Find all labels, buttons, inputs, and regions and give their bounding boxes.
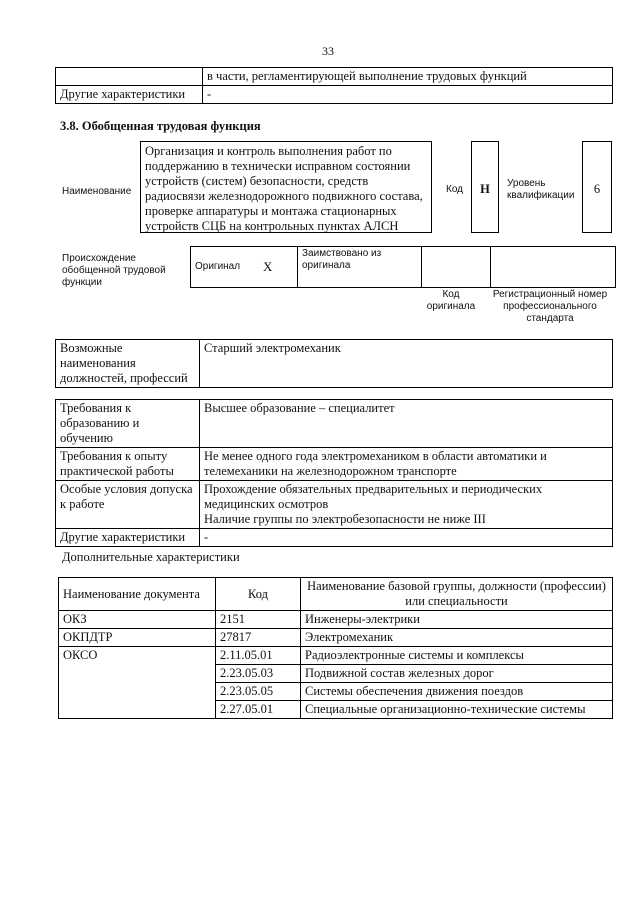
- section-title: 3.8. Обобщенная трудовая функция: [60, 119, 261, 133]
- code-caption: Код оригинала: [426, 289, 476, 312]
- row-name: Инженеры-электрики: [301, 611, 613, 629]
- row-name: Подвижной состав железных дорог: [301, 665, 613, 683]
- code-label: Код: [446, 184, 464, 195]
- name-label: Наименование: [62, 186, 132, 197]
- row-code: 2151: [216, 611, 301, 629]
- extra-header-row: [59, 578, 613, 611]
- reg-number-cell: [491, 247, 616, 288]
- page-number: 33: [322, 44, 334, 58]
- extra-table: [58, 577, 613, 719]
- function-name: Организация и контроль выполнения работ по поддержанию в технически исправном состоянии устройств (систем) безопасности, средств радиосвязи железнодорожного подвижного состава, проверке аппаратуры и монтажа стационарных устройств СЦБ на контрольных пунктах АЛСН: [140, 141, 432, 233]
- header-doc: Наименование документа: [59, 578, 216, 611]
- requirement-row: [56, 400, 613, 448]
- row-name: Радиоэлектронные системы и комплексы: [301, 647, 613, 665]
- original-mark: X: [259, 247, 298, 288]
- row-doc: ОКЗ: [59, 611, 216, 629]
- req-value-line1: Прохождение обязательных предварительных и периодических медицинских осмотров: [204, 482, 543, 511]
- req-value: [200, 481, 613, 529]
- top-row1-text: в части, регламентирующей выполнение трудовых функций: [203, 68, 613, 86]
- table-row: [59, 647, 613, 665]
- req-label: Требования к опыту практической работы: [56, 448, 200, 481]
- borrowed-label: Заимствовано из оригинала: [298, 247, 422, 288]
- req-value: Не менее одного года электромехаником в области автоматики и телемеханики на железнодорожном транспорте: [200, 448, 613, 481]
- req-value-line2: Наличие группы по электробезопасности не ниже III: [204, 512, 486, 526]
- top-row2-label: Другие характеристики: [56, 86, 203, 104]
- level-label: Уровень квалификации: [507, 178, 575, 201]
- top-row2-value: -: [203, 86, 613, 104]
- header-code: Код: [216, 578, 301, 611]
- extra-title: Дополнительные характеристики: [62, 550, 240, 564]
- req-label: Особые условия допуска к работе: [56, 481, 200, 529]
- original-label: Оригинал: [191, 247, 260, 288]
- requirement-row: [56, 481, 613, 529]
- top-table: [55, 67, 613, 104]
- code-value: H: [471, 141, 499, 233]
- origin-label: Происхождение обобщенной трудовой функции: [62, 253, 166, 288]
- row-code: 2.23.05.03: [216, 665, 301, 683]
- row-code: 2.27.05.01: [216, 701, 301, 719]
- original-code-cell: [422, 247, 491, 288]
- requirement-row: [56, 448, 613, 481]
- reg-caption: Регистрационный номер профессионального стандарта: [492, 289, 608, 324]
- header-name: Наименование базовой группы, должности (профессии) или специальности: [301, 578, 613, 611]
- req-label: Другие характеристики: [56, 529, 200, 547]
- positions-value: Старший электромеханик: [200, 340, 613, 388]
- row-code: 2.23.05.05: [216, 683, 301, 701]
- row-doc: ОКСО: [59, 647, 216, 719]
- positions-table: [55, 339, 613, 388]
- row-name: Системы обеспечения движения поездов: [301, 683, 613, 701]
- positions-label: Возможные наименования должностей, профессий: [56, 340, 200, 388]
- table-row: [59, 629, 613, 647]
- req-value: -: [200, 529, 613, 547]
- requirement-row: [56, 529, 613, 547]
- level-value: 6: [582, 141, 612, 233]
- origin-table: [190, 246, 616, 288]
- req-label: Требования к образованию и обучению: [56, 400, 200, 448]
- row-code: 27817: [216, 629, 301, 647]
- table-row: [59, 611, 613, 629]
- row-code: 2.11.05.01: [216, 647, 301, 665]
- row-name: Электромеханик: [301, 629, 613, 647]
- row-doc: ОКПДТР: [59, 629, 216, 647]
- req-value: Высшее образование – специалитет: [200, 400, 613, 448]
- row-name: Специальные организационно-технические системы: [301, 701, 613, 719]
- requirements-table: [55, 399, 613, 547]
